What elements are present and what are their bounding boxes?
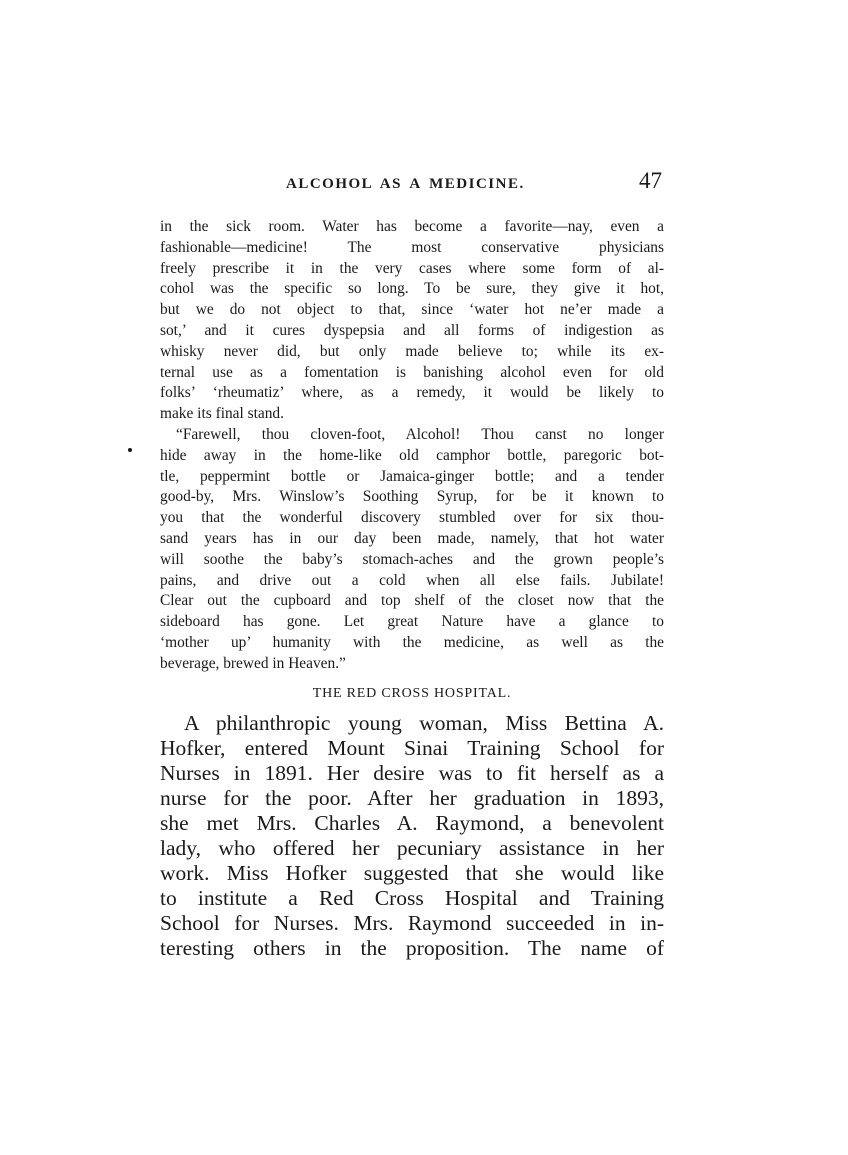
section-title: THE RED CROSS HOSPITAL.	[312, 685, 512, 701]
text-line: lady, who offered her pecuniary assistance in her	[160, 836, 664, 860]
margin-mark	[128, 448, 132, 452]
text-line: fashionable—medicine! The most conservative physicians	[160, 238, 664, 256]
text-line: good-by, Mrs. Winslow’s Soothing Syrup, for be it known to	[160, 488, 664, 506]
text-line: tle, peppermint bottle or Jamaica-ginger bottle; and a tender	[160, 467, 664, 485]
text-line: A philanthropic young woman, Miss Bettina A.	[184, 710, 664, 735]
text-line: folks’ ‘rheumatiz’ where, as a remedy, it would be likely to	[160, 384, 664, 402]
running-head: ALCOHOL AS A MEDICINE.	[286, 176, 525, 192]
paragraph-red-cross-hospital	[160, 711, 664, 962]
text-line: in the sick room. Water has become a favorite—nay, even a	[160, 218, 664, 235]
text-line: ‘mother up’ humanity with the medicine, as well as the	[160, 633, 664, 651]
text-line: freely prescribe it in the very cases where some form of al-	[160, 259, 664, 277]
text-line: Hofker, entered Mount Sinai Training School for	[160, 735, 664, 760]
text-line: ternal use as a fomentation is banishing alcohol even for old	[160, 363, 664, 381]
text-line: cohol was the specific so long. To be sure, they give it hot,	[160, 280, 664, 298]
text-line: sideboard has gone. Let great Nature have a glance to	[160, 613, 664, 631]
text-line: work. Miss Hofker suggested that she would like	[160, 861, 664, 886]
text-line: “Farewell, thou cloven-foot, Alcohol! Thou canst no longer	[176, 425, 664, 443]
page-header	[160, 168, 664, 202]
text-line: sot,’ and it cures dyspepsia and all forms of indigestion as	[160, 321, 664, 339]
text-line: Nurses in 1891. Her desire was to fit herself as a	[160, 760, 664, 785]
body-text	[160, 217, 664, 961]
text-line: will soothe the baby’s stomach-aches and the grown people’s	[160, 550, 664, 568]
text-line: she met Mrs. Charles A. Raymond, a benevolent	[160, 810, 664, 835]
text-line: hide away in the home-like old camphor bottle, paregoric bot-	[160, 446, 664, 464]
page-number: 47	[639, 168, 662, 193]
text-line: School for Nurses. Mrs. Raymond succeeded in in-	[160, 911, 664, 936]
text-line: make its final stand.	[160, 405, 284, 423]
text-line: sand years has in our day been made, namely, that hot water	[160, 529, 664, 547]
text-line: you that the wonderful discovery stumbled over for six thou-	[160, 509, 664, 527]
paragraph-water-medicine	[160, 217, 664, 425]
text-line: but we do not object to that, since ‘water hot ne’er made a	[160, 301, 664, 319]
text-line: pains, and drive out a cold when all else fails. Jubilate!	[160, 571, 664, 589]
text-line: whisky never did, but only made believe to; while its ex-	[160, 342, 664, 360]
text-line: Clear out the cupboard and top shelf of the closet now that the	[160, 592, 664, 610]
text-line: nurse for the poor. After her graduation in 1893,	[160, 785, 664, 810]
text-line: to institute a Red Cross Hospital and Training	[160, 886, 664, 911]
paragraph-farewell-alcohol	[160, 425, 664, 675]
text-line: beverage, brewed in Heaven.”	[160, 654, 346, 672]
text-line: teresting others in the proposition. The name of	[160, 936, 664, 961]
